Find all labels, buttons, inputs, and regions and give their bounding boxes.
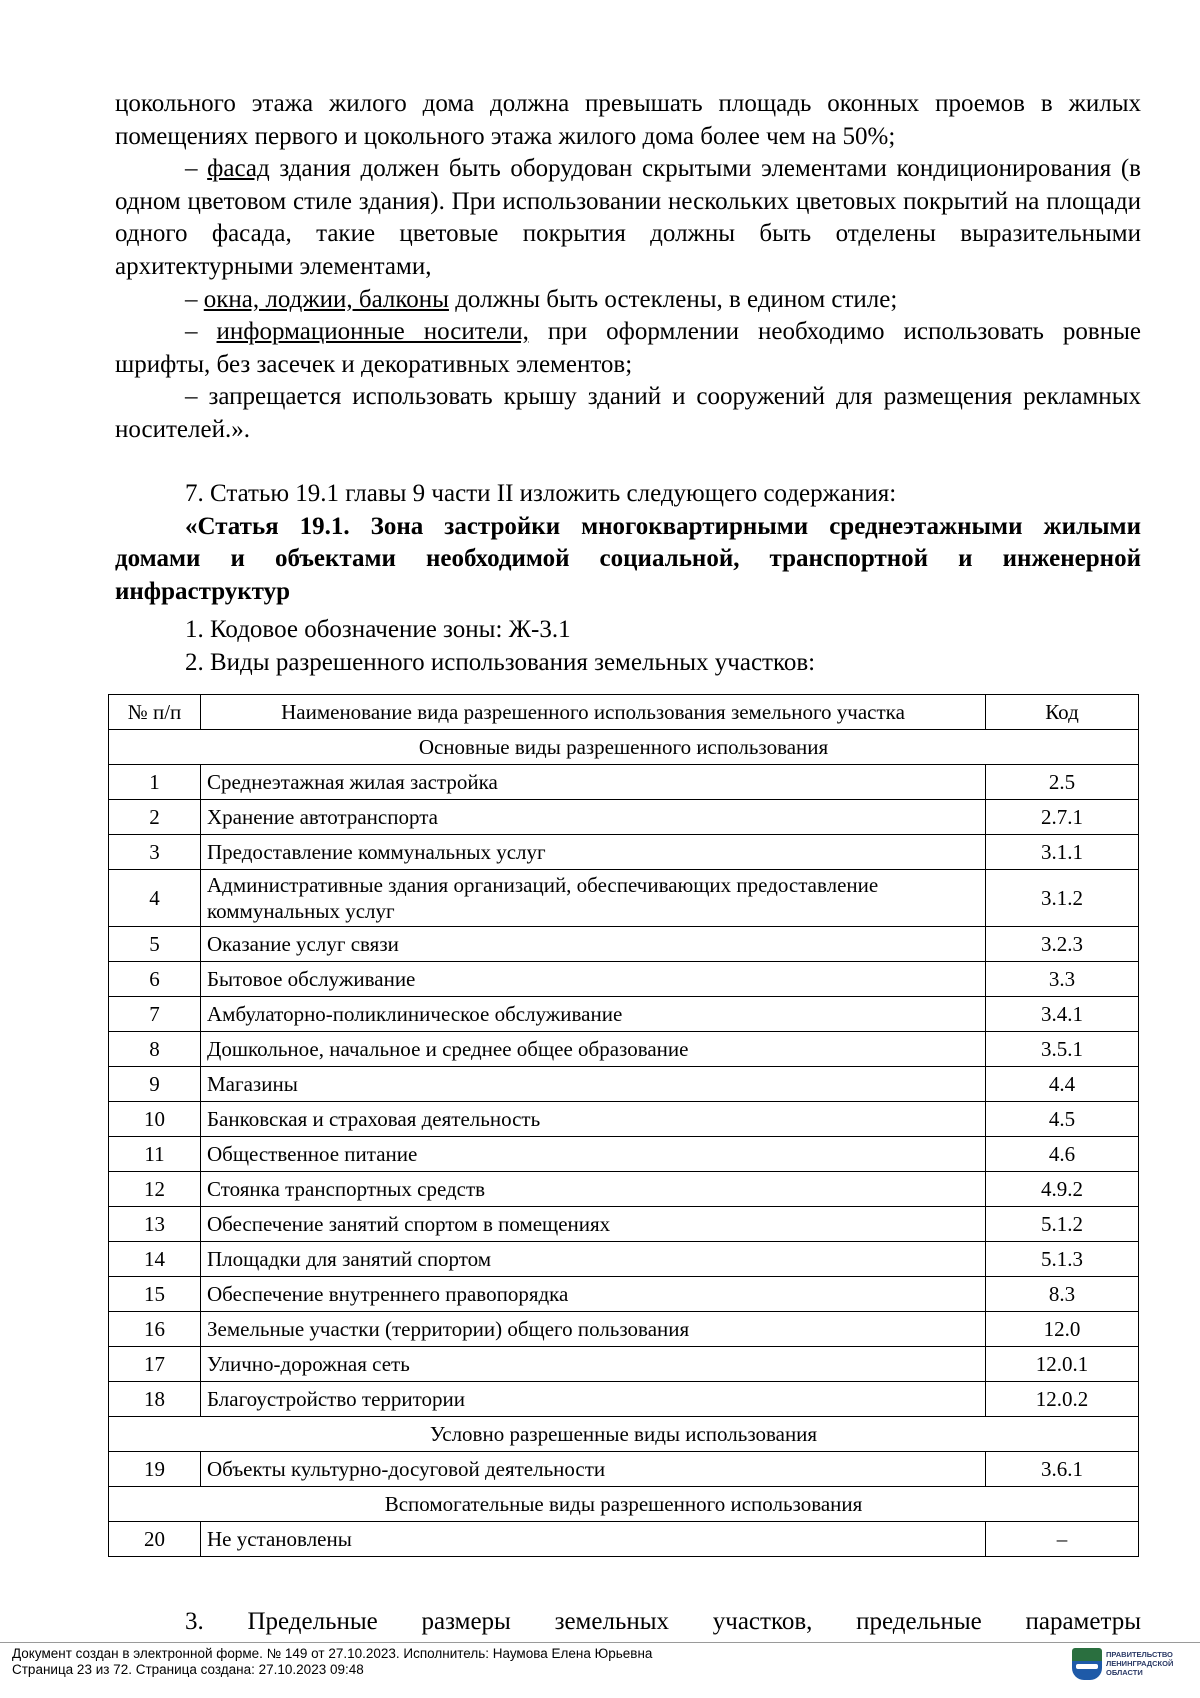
row-code: 4.6 [986, 1137, 1139, 1172]
table-row [109, 1347, 1139, 1382]
row-code: – [986, 1522, 1139, 1557]
table-row [109, 835, 1139, 870]
row-code: 4.9.2 [986, 1172, 1139, 1207]
table-row [109, 1207, 1139, 1242]
row-number: 14 [109, 1242, 201, 1277]
row-code: 3.4.1 [986, 997, 1139, 1032]
row-number: 6 [109, 962, 201, 997]
table-row [109, 927, 1139, 962]
underlined-term: фасад [207, 155, 270, 183]
row-code: 3.3 [986, 962, 1139, 997]
row-name: Обеспечение занятий спортом в помещениях [201, 1207, 986, 1242]
header-number: № п/п [109, 695, 201, 730]
table-row [109, 1102, 1139, 1137]
row-number: 13 [109, 1207, 201, 1242]
document-footer [12, 1646, 1072, 1678]
row-name: Амбулаторно-поликлиническое обслуживание [201, 997, 986, 1032]
row-name: Административные здания организаций, обеспечивающих предоставление коммунальных услуг [201, 870, 986, 927]
logo-caption: ПРАВИТЕЛЬСТВО ЛЕНИНГРАДСКОЙ ОБЛАСТИ [1106, 1650, 1174, 1677]
table-row [109, 1242, 1139, 1277]
numbered-item-3: 3. Предельные размеры земельных участков, предельные параметры [185, 1608, 1141, 1635]
paragraph-7: 7. Статью 19.1 главы 9 части II изложить следующего содержания: [185, 480, 897, 507]
row-code: 5.1.3 [986, 1242, 1139, 1277]
table-row [109, 870, 1139, 927]
table-row [109, 1382, 1139, 1417]
table-row [109, 1067, 1139, 1102]
row-number: 16 [109, 1312, 201, 1347]
row-number: 11 [109, 1137, 201, 1172]
table-header-row [109, 695, 1139, 730]
section-conditional-title: Условно разрешенные виды использования [109, 1417, 1139, 1452]
row-name: Хранение автотранспорта [201, 800, 986, 835]
row-number: 1 [109, 765, 201, 800]
row-number: 15 [109, 1277, 201, 1312]
section-main-title: Основные виды разрешенного использования [109, 730, 1139, 765]
row-code: 3.5.1 [986, 1032, 1139, 1067]
row-code: 2.5 [986, 765, 1139, 800]
row-number: 8 [109, 1032, 201, 1067]
row-code: 3.1.2 [986, 870, 1139, 927]
row-name: Общественное питание [201, 1137, 986, 1172]
row-name: Земельные участки (территории) общего пользования [201, 1312, 986, 1347]
table-row [109, 1277, 1139, 1312]
coat-of-arms-icon [1072, 1648, 1102, 1680]
row-number: 3 [109, 835, 201, 870]
row-name: Обеспечение внутреннего правопорядка [201, 1277, 986, 1312]
article-heading: «Статья 19.1. Зона застройки многоквартирными среднеэтажными жилыми домами и объектами необходимой социальной, транспортной и инженерной инфраструктур [115, 512, 1141, 605]
row-number: 2 [109, 800, 201, 835]
table-row [109, 1452, 1139, 1487]
row-number: 9 [109, 1067, 201, 1102]
row-number: 10 [109, 1102, 201, 1137]
section-row [109, 1417, 1139, 1452]
table-row [109, 962, 1139, 997]
row-code: 2.7.1 [986, 800, 1139, 835]
row-number: 20 [109, 1522, 201, 1557]
body-text-bottom [115, 1606, 1141, 1639]
row-number: 12 [109, 1172, 201, 1207]
paragraph-continuation: цокольного этажа жилого дома должна превышать площадь оконных проемов в жилых помещениях первого и цокольного этажа жилого дома более чем на 50%; [115, 90, 1141, 150]
row-name: Предоставление коммунальных услуг [201, 835, 986, 870]
row-code: 4.4 [986, 1067, 1139, 1102]
numbered-item-2: 2. Виды разрешенного использования земельных участков: [185, 648, 816, 676]
row-code: 3.6.1 [986, 1452, 1139, 1487]
row-code: 12.0.2 [986, 1382, 1139, 1417]
table-row [109, 765, 1139, 800]
row-code: 3.1.1 [986, 835, 1139, 870]
row-name: Магазины [201, 1067, 986, 1102]
table-row [109, 1137, 1139, 1172]
row-number: 7 [109, 997, 201, 1032]
body-text-top [115, 88, 1141, 447]
footer-divider [0, 1642, 1200, 1643]
bullet-info-carriers: – информационные носители, при оформлении необходимо использовать ровные шрифты, без засечек и декоративных элементов; [115, 318, 1141, 378]
header-code: Код [986, 695, 1139, 730]
numbered-item-1: 1. Кодовое обозначение зоны: Ж-3.1 [185, 616, 571, 644]
table-row [109, 1312, 1139, 1347]
row-number: 17 [109, 1347, 201, 1382]
section-row [109, 730, 1139, 765]
bullet-roof: – запрещается использовать крышу зданий и сооружений для размещения рекламных носителей.». [115, 383, 1141, 443]
table-row [109, 800, 1139, 835]
header-name: Наименование вида разрешенного использования земельного участка [201, 695, 986, 730]
body-text-article [115, 478, 1141, 680]
row-number: 18 [109, 1382, 201, 1417]
row-name: Бытовое обслуживание [201, 962, 986, 997]
table-row [109, 997, 1139, 1032]
land-use-table [108, 694, 1139, 1557]
row-name: Стоянка транспортных средств [201, 1172, 986, 1207]
row-name: Дошкольное, начальное и среднее общее образование [201, 1032, 986, 1067]
row-code: 8.3 [986, 1277, 1139, 1312]
footer-page-info: Страница 23 из 72. Страница создана: 27.10.2023 09:48 [12, 1662, 364, 1677]
section-auxiliary-title: Вспомогательные виды разрешенного использования [109, 1487, 1139, 1522]
table-row [109, 1172, 1139, 1207]
section-row [109, 1487, 1139, 1522]
row-code: 12.0.1 [986, 1347, 1139, 1382]
row-code: 5.1.2 [986, 1207, 1139, 1242]
footer-document-info: Документ создан в электронной форме. № 149 от 27.10.2023. Исполнитель: Наумова Елена Юрьевна [12, 1646, 653, 1661]
row-number: 5 [109, 927, 201, 962]
government-logo [1072, 1644, 1198, 1686]
row-number: 19 [109, 1452, 201, 1487]
row-name: Не установлены [201, 1522, 986, 1557]
row-name: Банковская и страховая деятельность [201, 1102, 986, 1137]
row-name: Среднеэтажная жилая застройка [201, 765, 986, 800]
bullet-facade: – фасад здания должен быть оборудован скрытыми элементами кондиционирования (в одном цветовом стиле здания). При использовании нескольких цветовых покрытий на площади одного фасада, такие цветовые покрытия должны быть отделены выразительными архитектурными элементами, [115, 155, 1141, 280]
row-code: 4.5 [986, 1102, 1139, 1137]
row-number: 4 [109, 870, 201, 927]
table-row [109, 1522, 1139, 1557]
row-name: Объекты культурно-досуговой деятельности [201, 1452, 986, 1487]
underlined-term: окна, лоджии, балконы [203, 285, 449, 313]
bullet-windows: – окна, лоджии, балконы должны быть остеклены, в едином стиле; [185, 285, 898, 313]
row-name: Площадки для занятий спортом [201, 1242, 986, 1277]
row-code: 12.0 [986, 1312, 1139, 1347]
row-name: Благоустройство территории [201, 1382, 986, 1417]
table-row [109, 1032, 1139, 1067]
underlined-term: информационные носители, [216, 318, 529, 346]
row-name: Улично-дорожная сеть [201, 1347, 986, 1382]
row-name: Оказание услуг связи [201, 927, 986, 962]
row-code: 3.2.3 [986, 927, 1139, 962]
